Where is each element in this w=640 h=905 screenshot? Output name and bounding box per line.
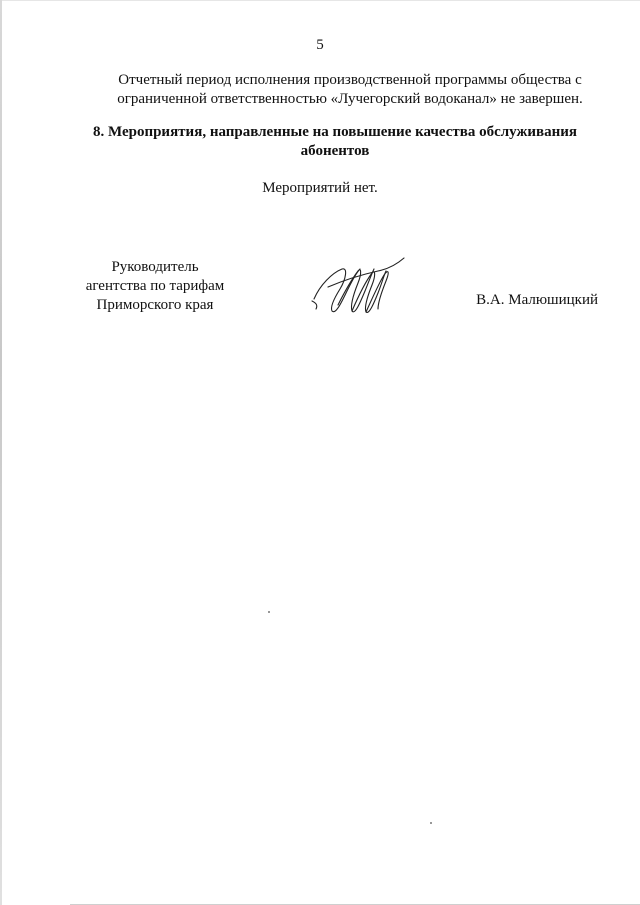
section-heading [70,123,600,161]
scan-edge-top [0,0,640,1]
signatory-title [70,258,240,315]
signatory-title-line-2: агентства по тарифам [85,278,225,294]
signatory-name: В.А. Малюшицкий [476,292,598,308]
signatory-title-line-3: Приморского края [96,297,214,313]
handwritten-signature [308,255,408,320]
scan-edge-left [0,0,2,905]
page-number: 5 [316,37,324,53]
reporting-period-paragraph [95,71,605,109]
section-heading-line-2: абонентов [300,143,370,159]
section-body-text: Мероприятий нет. [262,180,378,196]
section-heading-line-1: 8. Мероприятия, направленные на повышение качества обслуживания [92,124,577,140]
paragraph-line-1: Отчетный период исполнения производственной программы общества с [118,72,582,88]
signatory-title-line-1: Руководитель [111,259,199,275]
scan-speck [430,822,432,824]
paragraph-line-2: ограниченной ответственностью «Лучегорский водоканал» не завершен. [117,91,583,107]
scan-speck [268,611,270,613]
